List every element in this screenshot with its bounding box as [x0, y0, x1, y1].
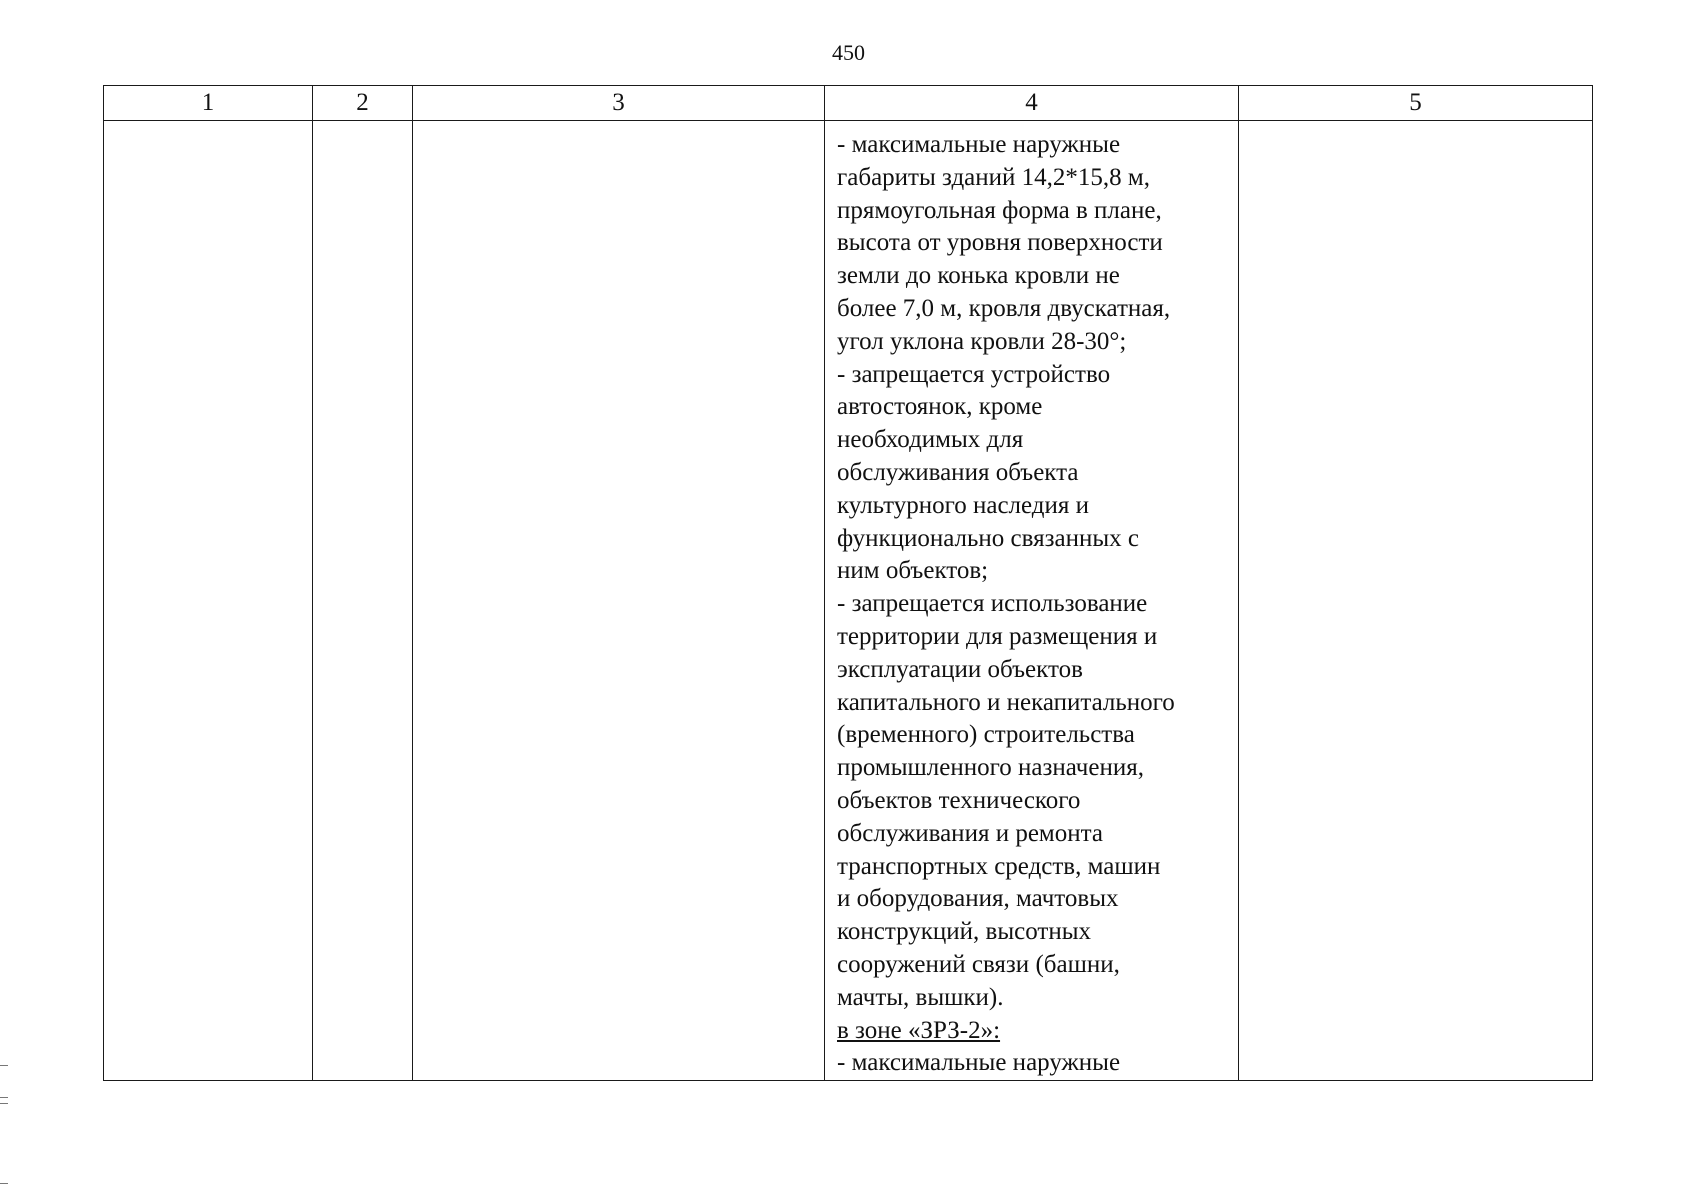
cell-col5: [1239, 121, 1593, 1081]
scan-artifact-mark: [0, 1065, 8, 1066]
column-header-3: 3: [413, 86, 825, 121]
column-header-4: 4: [825, 86, 1239, 121]
table-header-row: [104, 86, 1593, 121]
cell-col4: [825, 121, 1239, 1081]
scan-artifact-mark: [0, 1103, 8, 1104]
regulation-text-part2: - максимальные наружные: [837, 1049, 1121, 1077]
regulation-text: [825, 121, 1238, 1080]
scan-artifact-mark: [0, 1183, 8, 1184]
scan-artifact-mark: [0, 1097, 8, 1098]
column-header-5: 5: [1239, 86, 1593, 121]
cell-col1: [104, 121, 313, 1081]
column-header-2: 2: [313, 86, 413, 121]
zone-heading-zrz2: в зоне «ЗРЗ-2»:: [837, 1016, 1001, 1044]
regulation-text-part1: - максимальные наружные габариты зданий 14,2*15,8 м, прямоугольная форма в плане, высота от уровня поверхности земли до конька кровли не более 7,0 м, кровля двускатная, угол уклона кровли 28-30°; - запрещается устройство автостоянок, кроме необходимых для обслуживания объекта культурного наследия и функционально связанных с ним объектов; - запрещается использование территории для размещения и эксплуатации объектов капитального и некапитального (временного) строительства промышленного назначения, объектов технического обслуживания и ремонта транспортных средств, машин и оборудования, мачтовых конструкций, высотных сооружений связи (башни, мачты, вышки).: [837, 131, 1175, 1011]
regulations-table: [103, 85, 1593, 1081]
page-number: 450: [832, 40, 865, 65]
column-header-1: 1: [104, 86, 313, 121]
cell-col3: [413, 121, 825, 1081]
cell-col2: [313, 121, 413, 1081]
table-row: [104, 121, 1593, 1081]
